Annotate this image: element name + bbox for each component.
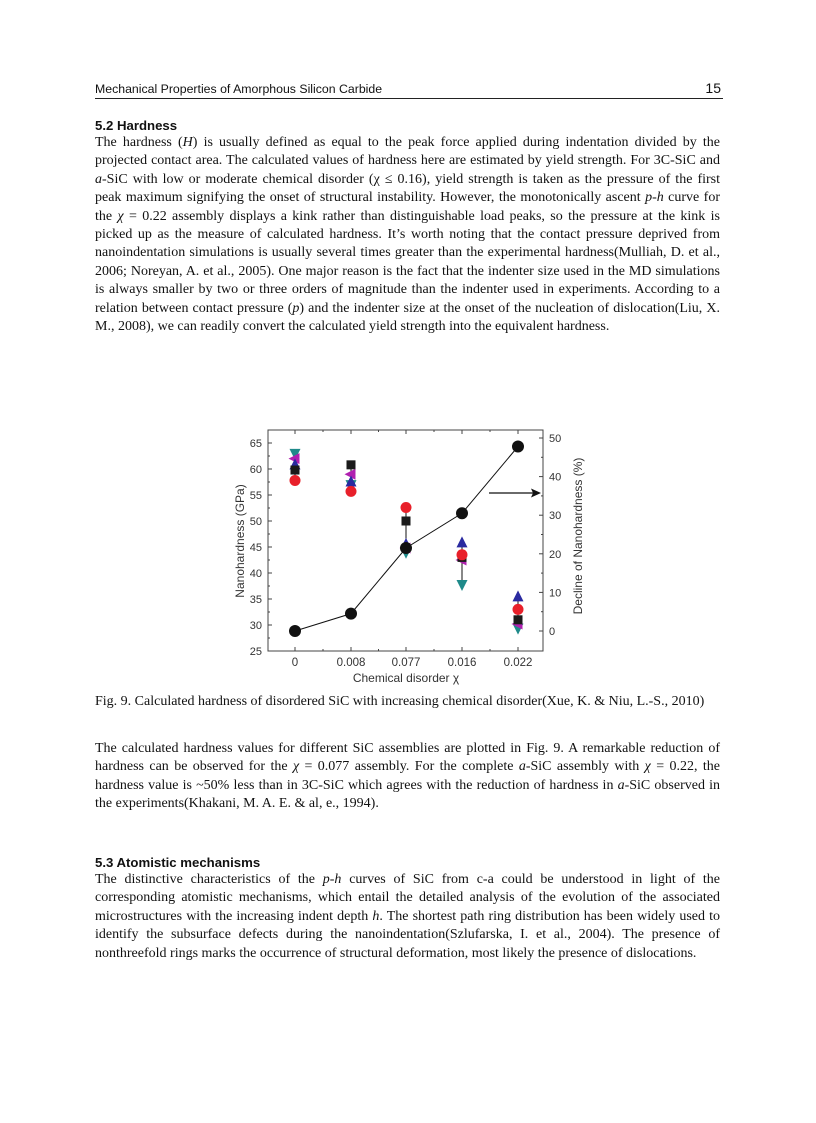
left-axis-tick-label: 65 [249,438,262,450]
decline-marker [512,440,524,452]
square-marker [291,466,300,475]
figure-9-chart [215,420,605,700]
left-axis-tick-label: 25 [249,646,262,658]
decline-marker [456,507,468,519]
left-axis-tick-label: 35 [249,594,262,606]
right-axis-tick-label: 0 [549,626,556,638]
left-axis-tick-label: 55 [249,490,262,502]
right-axis-tick-label: 20 [549,548,562,561]
x-axis-tick-label: 0.077 [391,657,421,669]
triangle-up-marker [513,590,524,601]
left-axis-tick-label: 50 [249,516,262,528]
right-axis-tick-label: 30 [549,510,562,523]
x-axis-tick-label: 0.022 [503,657,533,669]
x-axis-tick-label: 0 [291,657,299,669]
atomistic-paragraph-1: The distinctive characteristics of the p-h curves of SiC from c-a could be understood in light of the corresponding atomistic mechanisms, which entail the detailed analysis of the evolution of the associated microstructures with the increasing indent depth h. The shortest path ring distribution has been widely used to identify the subsurface defects during the nanoindentation(Szlufarska, I. et al., 2004). The presence of nonthreefold rings marks the occurrence of structural deformation, most likely the presence of dislocations. [95,872,721,961]
decline-marker [289,625,301,637]
x-axis-label: Chemical disorder χ [352,671,460,685]
triangle-up-marker [457,536,468,547]
hardness-paragraph-1: The hardness (H) is usually defined as equal to the peak force applied during indentation divided by the projected contact area. The calculated values of hardness here are estimated by yield strength. For 3C-SiC and a-SiC with low or moderate chemical disorder (χ ≤ 0.16), yield strength is taken as the pressure of the first peak maximum signifying the onset of structural instability. However, the monotonically ascent p-h curve for the χ = 0.22 assembly displays a kink rather than distinguishable load peaks, so the pressure at the kink is picked up as the measure of calculated hardness. It’s worth noting that the contact pressure deprived from nanoindentation simulations is usually several times greater than the experimental hardness(Mulliah, D. et al., 2006; Noreyan, A. et al., 2005). One major reason is the fact that the indenter size used in the MD simulations is always smaller by two or three orders of magnitude than the indenter used in experiments. According to a relation between contact pressure (p) and the indenter size at the onset of the nucleation of dislocation(Liu, X. M., 2008), we can readily convert the calculated yield strength into the equivalent hardness. [95,135,720,335]
left-axis-tick-label: 30 [249,620,262,632]
circle-marker [513,604,524,615]
figure-caption: Fig. 9. Calculated hardness of disordered SiC with increasing chemical disorder(Xue, K. & Niu, L.-S., 2010) [95,694,705,709]
triangle-down-marker [457,580,468,591]
circle-marker [290,475,301,486]
x-axis-tick-label: 0.016 [447,657,477,669]
hardness-paragraph-2: The calculated hardness values for different SiC assemblies are plotted in Fig. 9. A remarkable reduction of hardness can be observed for the χ = 0.077 assembly. For the complete a-SiC assembly with χ = 0.22, the hardness value is ~50% less than in 3C-SiC which agrees with the reduction of hardness in a-SiC observed in the experiments(Khakani, M. A. E. & al, e., 1994). [95,741,721,812]
left-axis-label: Nanohardness (GPa) [233,484,247,598]
section-heading-hardness: 5.2 Hardness [95,118,178,133]
circle-marker [401,502,412,513]
decline-marker [345,608,357,620]
right-axis-label: Decline of Nanohardness (%) [571,457,585,615]
decline-marker [400,542,412,554]
circle-marker [346,486,357,497]
right-axis-tick-label: 40 [549,471,562,484]
left-axis-tick-label: 40 [249,568,262,580]
section-heading-atomistic: 5.3 Atomistic mechanisms [95,855,261,870]
hardness-chart-svg [215,420,605,700]
running-title: Mechanical Properties of Amorphous Silicon Carbide [95,82,383,96]
right-axis-tick-label: 50 [549,433,562,445]
square-marker [402,517,411,526]
left-axis-tick-label: 45 [249,542,262,554]
square-marker [347,460,356,469]
x-axis-tick-label: 0.008 [336,657,366,669]
square-marker [514,615,523,624]
page-number: 15 [705,80,721,96]
left-axis-tick-label: 60 [249,464,262,476]
running-header [95,80,723,99]
circle-marker [457,549,468,560]
right-axis-tick-label: 10 [549,587,562,600]
